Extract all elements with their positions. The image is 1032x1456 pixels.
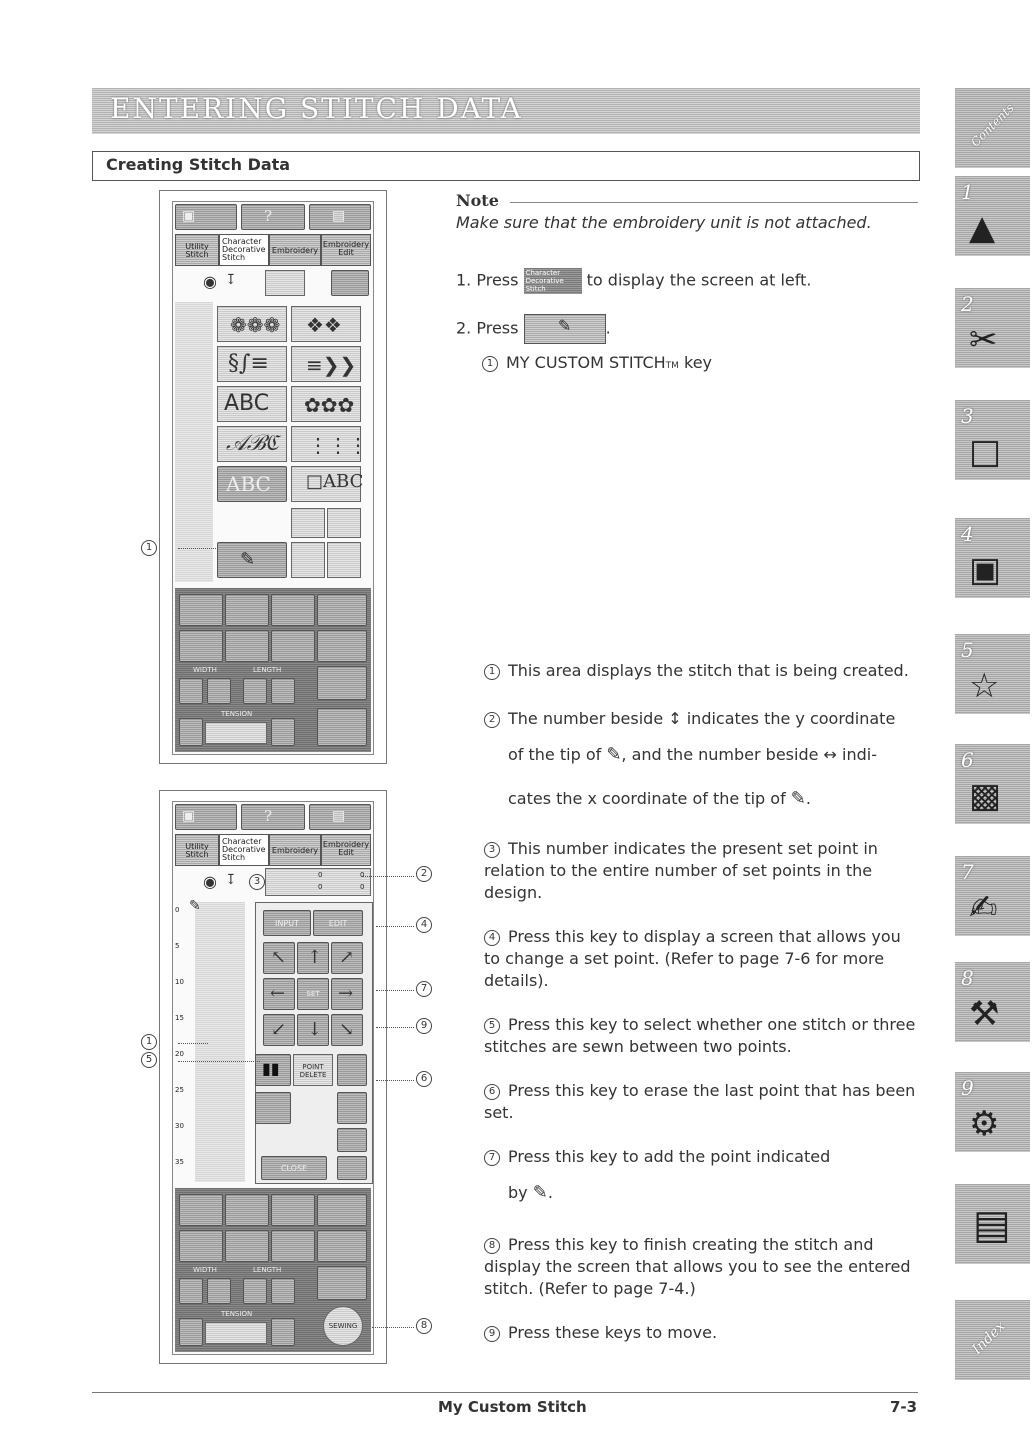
desc-4-text: Press this key to display a screen that allows you to change a set point. (Refer to page 7-6 for more details). (484, 927, 901, 990)
input-key[interactable]: INPUT (263, 910, 311, 936)
desc-5-num: 5 (484, 1018, 500, 1034)
set-key[interactable]: SET (297, 978, 329, 1010)
satin-stitch-icon: §∫≡ (228, 351, 269, 376)
length-plus-key[interactable] (271, 678, 295, 704)
desc-8-text: Press this key to finish creating the stitch and display the screen that allows you to see the entered stitch. (Refer to page 7-4.) (484, 1235, 911, 1298)
chapter-tab-9[interactable] (955, 1072, 1030, 1152)
floral-stitch-icon: ❁❁❁ (230, 313, 281, 337)
decorative-stitch-icon: ❖❖ (306, 313, 342, 337)
machine-tools-icon: ⚒ (969, 994, 1000, 1034)
desc-1 (484, 660, 920, 682)
side-key-1[interactable] (317, 666, 367, 700)
tension2-plus-key[interactable] (271, 1318, 295, 1346)
mini-key-1[interactable] (291, 508, 325, 538)
tab-embroidery-edit-2[interactable]: Embroidery Edit (321, 834, 371, 866)
needle-icon-2: ↧ (225, 872, 237, 888)
chapter-tab-7[interactable] (955, 856, 1030, 936)
arrow-right-icon: → (338, 983, 354, 1004)
abc-gothic-label: ABC (224, 391, 270, 416)
stitch-key-abc-outline[interactable] (217, 466, 287, 502)
stitch-key-3[interactable] (217, 346, 287, 382)
machine-care-icon: ⚙ (969, 1104, 1000, 1144)
stitch-key-7[interactable] (291, 542, 325, 578)
desc-5-text: Press this key to select whether one stitch or three stitches are sewn between two points. (484, 1015, 916, 1056)
desc-2-line3b: . (805, 789, 811, 808)
control-key-8[interactable] (317, 630, 367, 662)
bobbin-icon-2: ◉ (203, 872, 217, 891)
tab-character-decorative[interactable]: Character Decorative Stitch (219, 234, 269, 266)
y-coord-value-a: 0 (318, 871, 323, 879)
desc-6-text: Press this key to erase the last point that has been set. (484, 1081, 916, 1122)
screen-2-inner (172, 801, 374, 1355)
width-label-2: WIDTH (193, 1266, 217, 1274)
arrow-down-right-icon: ↘ (339, 1019, 355, 1040)
tension-plus-key[interactable] (271, 718, 295, 746)
length2-minus-key[interactable] (243, 1278, 267, 1304)
step-2-callout (482, 352, 712, 377)
desc-4-num: 4 (484, 930, 500, 946)
tension-label-2: TENSION (221, 1310, 253, 1318)
desc-2-line1: The number beside ↕ indicates the y coordinate (508, 709, 896, 728)
s2-line-6 (376, 1080, 414, 1081)
desc-7-text2: by (508, 1183, 528, 1202)
side-key-a[interactable] (337, 1054, 367, 1086)
chapter-tab-5[interactable] (955, 634, 1030, 714)
side-key-e[interactable] (337, 1156, 367, 1180)
close-key[interactable]: CLOSE (261, 1156, 327, 1180)
stitch-key-4[interactable] (291, 346, 361, 382)
control-key-3[interactable] (271, 594, 315, 626)
pen-icon-a: ✎ (606, 744, 622, 765)
tab-character-decorative-2[interactable]: Character Decorative Stitch (219, 834, 269, 866)
note-label: Note (456, 191, 499, 210)
desc-7-text: Press this key to add the point indicated (508, 1147, 831, 1166)
tab-utility-stitch-2[interactable]: Utility Stitch (175, 834, 219, 866)
s2-line-2 (362, 876, 414, 877)
arrow-up-right-icon: ↗ (339, 947, 355, 968)
chapter-tab-4[interactable] (955, 518, 1030, 598)
move-up-left-key[interactable] (263, 942, 295, 974)
move-down-key[interactable] (297, 1014, 329, 1046)
s2-callout-8: 8 (416, 1318, 432, 1334)
move-up-right-key[interactable] (331, 942, 363, 974)
footer-title: My Custom Stitch (438, 1398, 587, 1416)
screen-2 (159, 790, 387, 1364)
desc-2b (508, 744, 928, 766)
control2-key-2[interactable] (225, 1194, 269, 1226)
ruler-label-0: 0 (175, 906, 180, 914)
my-custom-stitch-inline-key[interactable] (524, 314, 606, 344)
bobbin-icon: ◉ (203, 272, 217, 291)
step-1-before: Press (476, 270, 519, 290)
custom-stitch-icon: ✎ (240, 549, 256, 570)
move-down-left-key[interactable] (263, 1014, 295, 1046)
step-1-after: to display the screen at left. (586, 270, 812, 290)
s2-line-1 (178, 1043, 208, 1044)
x-coord-value-a: 0 (360, 871, 365, 879)
abc-shirt-icon: ▣ (969, 550, 1002, 590)
s2-line-7 (376, 990, 414, 991)
note-text: Make sure that the embroidery unit is not attached. (456, 213, 872, 232)
move-up-key[interactable] (297, 942, 329, 974)
width2-minus-key[interactable] (179, 1278, 203, 1304)
stitch-creation-area[interactable] (195, 902, 245, 1182)
chapter-num-5: 5 (961, 638, 974, 662)
control-key-6[interactable] (225, 630, 269, 662)
side-key-c[interactable] (337, 1092, 367, 1124)
desc-1-num: 1 (484, 664, 500, 680)
edit-key[interactable]: EDIT (313, 910, 363, 936)
chapter-num-6: 6 (961, 748, 974, 772)
s2-callout-4: 4 (416, 917, 432, 933)
help-icon-2: ? (264, 807, 273, 825)
ruler-label-25: 25 (175, 1086, 184, 1094)
chapter-num-8: 8 (961, 966, 974, 990)
chapter-num-7: 7 (961, 860, 974, 884)
desc-2-num: 2 (484, 712, 500, 728)
s2-line-8 (372, 1327, 414, 1328)
tension-minus-key[interactable] (179, 718, 203, 746)
desc-9-num: 9 (484, 1326, 500, 1342)
tension-label: TENSION (221, 710, 253, 718)
desc-8 (484, 1234, 920, 1300)
desc-5 (484, 1014, 920, 1058)
step2-callout-suffix: key (678, 353, 713, 372)
desc-2-line3: cates the x coordinate of the tip of (508, 789, 786, 808)
s2-callout-2: 2 (416, 866, 432, 882)
home-icon: ▣ (182, 208, 196, 224)
side2-key-1[interactable] (317, 1266, 367, 1300)
home-icon-2: ▣ (182, 808, 196, 824)
s2-line-4 (376, 926, 414, 927)
screen2-callout-3: 3 (249, 874, 265, 890)
stitch-key-script[interactable] (217, 426, 287, 462)
move-down-right-key[interactable] (331, 1014, 363, 1046)
control2-key-8[interactable] (317, 1230, 367, 1262)
memory-key[interactable] (265, 270, 305, 296)
screen-1 (159, 190, 387, 764)
chapter-num-3: 3 (961, 404, 974, 428)
tab-embroidery-2[interactable]: Embroidery (269, 834, 321, 866)
desc-8-num: 8 (484, 1238, 500, 1254)
chapter-label-index: Index (969, 1318, 1009, 1358)
ruler-label-15: 15 (175, 1014, 184, 1022)
home-key-2[interactable] (175, 804, 237, 830)
side-key-2[interactable] (317, 708, 367, 746)
stitch-preview-area (175, 302, 213, 582)
width-label: WIDTH (193, 666, 217, 674)
tension2-minus-key[interactable] (179, 1318, 203, 1346)
side-key-b[interactable] (255, 1092, 291, 1124)
shirt-icon: □ (969, 432, 1002, 472)
desc-9-text: Press these keys to move. (508, 1323, 718, 1342)
screen1-callout-1: 1 (141, 540, 157, 556)
step-2-after: . (605, 318, 611, 338)
chapter-label-contents: Contents (968, 100, 1017, 150)
desc-6 (484, 1080, 920, 1124)
note-rule (510, 202, 918, 203)
footer-rule (92, 1392, 918, 1393)
chapter-tab-contents[interactable] (955, 88, 1030, 168)
settings-key[interactable] (309, 204, 371, 230)
pen-pointer-icon: ✎ (189, 898, 201, 914)
chapter-tab-2[interactable] (955, 288, 1030, 368)
tension-scale-2 (205, 1322, 267, 1344)
stitch-key-6[interactable] (291, 426, 368, 462)
desc-2-line2: of the tip of (508, 745, 602, 764)
control2-key-6[interactable] (225, 1230, 269, 1262)
step-2-num: 2. (456, 318, 472, 338)
coordinate-display (265, 868, 371, 896)
desc-9 (484, 1322, 920, 1344)
abc-outline-label: ABC (226, 472, 271, 496)
control-key-2[interactable] (225, 594, 269, 626)
mini-key-2[interactable] (327, 508, 361, 538)
s2-line-5 (178, 1061, 260, 1062)
stitch-count-key[interactable] (255, 1054, 291, 1086)
desc-7-num: 7 (484, 1150, 500, 1166)
tension-scale (205, 722, 267, 744)
pen-icon-b: ✎ (790, 788, 806, 809)
settings-key-2[interactable] (309, 804, 371, 830)
chapter-num-2: 2 (961, 292, 974, 316)
desc-4 (484, 926, 920, 992)
control2-key-4[interactable] (317, 1194, 367, 1226)
step-2-before: Press (476, 318, 519, 338)
needle-icon: ↧ (225, 272, 237, 288)
embroidered-shirt-icon: ▩ (969, 776, 1002, 816)
desc-3-text: This number indicates the present set point in relation to the entire number of set points in the design. (484, 839, 878, 902)
arrow-up-left-icon: ↖ (271, 947, 287, 968)
chapter-tab-8[interactable] (955, 962, 1030, 1042)
y-coord-value-b: 0 (318, 883, 323, 891)
tab-embroidery-edit[interactable]: Embroidery Edit (321, 234, 371, 266)
length-label-2: LENGTH (253, 1266, 282, 1274)
width-plus-key[interactable] (207, 678, 231, 704)
s2-callout-5: 5 (141, 1052, 157, 1068)
stitch-key-1[interactable] (217, 306, 287, 342)
desc-3-num: 3 (484, 842, 500, 858)
thread-scissors-icon: ✂ (969, 320, 998, 360)
step-1 (456, 268, 811, 294)
chapter-num-1: 1 (961, 180, 974, 204)
step-1-num: 1. (456, 270, 472, 290)
desc-7-text2b: . (547, 1183, 553, 1202)
vertical-stitch-icon: ⋮⋮⋮ (308, 433, 368, 457)
s2-callout-1: 1 (141, 1034, 157, 1050)
move-right-key[interactable] (331, 978, 363, 1010)
blank-key[interactable] (331, 270, 369, 296)
desc-2 (484, 708, 920, 730)
chapter-tab-index[interactable] (955, 1300, 1030, 1380)
move-left-key[interactable] (263, 978, 295, 1010)
s2-callout-7: 7 (416, 981, 432, 997)
x-coord-value-b: 0 (360, 883, 365, 891)
custom-stitch-key-icon: ✎ (557, 316, 572, 335)
stitch-key-abc-shirt[interactable] (291, 466, 364, 502)
section-title: Creating Stitch Data (106, 155, 291, 174)
stitch-key-abc-1[interactable] (217, 386, 287, 422)
screen-1-inner (172, 201, 374, 755)
custom-shirt-icon: ✍ (969, 888, 998, 928)
length-minus-key[interactable] (243, 678, 267, 704)
chapter-num-4: 4 (961, 522, 974, 546)
ruler-label-20: 20 (175, 1050, 184, 1058)
banner-title: ENTERING STITCH DATA (110, 92, 523, 125)
settings-icon-2: ▤ (332, 808, 346, 824)
control2-key-5[interactable] (179, 1230, 223, 1262)
pages-icon: ▤ (973, 1202, 1011, 1248)
tab-embroidery[interactable]: Embroidery (269, 234, 321, 266)
desc-3 (484, 838, 920, 904)
character-decorative-key[interactable]: Character Decorative Stitch (524, 268, 582, 294)
control2-key-3[interactable] (271, 1194, 315, 1226)
s2-line-9 (376, 1027, 414, 1028)
tab-utility-stitch[interactable]: Utility Stitch (175, 234, 219, 266)
length2-plus-key[interactable] (271, 1278, 295, 1304)
control2-key-1[interactable] (179, 1194, 223, 1226)
stitch-key-8[interactable] (327, 542, 361, 578)
sewing-key[interactable]: SEWING (323, 1306, 363, 1346)
stitch-key-5[interactable] (291, 386, 361, 422)
chapter-num-9: 9 (961, 1076, 974, 1100)
step-2 (456, 314, 611, 344)
sewing-machine-icon: ▲ (969, 208, 996, 248)
step2-callout-text: MY CUSTOM STITCH (506, 353, 666, 372)
width2-plus-key[interactable] (207, 1278, 231, 1304)
cross-stitch-icon: ≡❯❯ (306, 353, 357, 377)
embroidery-frame-icon: ☆ (969, 666, 1000, 706)
script-abc-icon: 𝒜ℬℭ (226, 431, 279, 456)
ruler (175, 902, 195, 1182)
desc-2c (508, 788, 928, 810)
control-key-5[interactable] (179, 630, 223, 662)
step2-callout-tm: TM (665, 361, 679, 371)
desc-2-line2b: , and the number beside ↔ indi- (621, 745, 877, 764)
stitch-key-2[interactable] (291, 306, 361, 342)
help-key[interactable] (241, 204, 305, 230)
help-icon: ? (264, 207, 273, 225)
chapter-tab-6[interactable] (955, 744, 1030, 824)
my-custom-stitch-key[interactable] (217, 542, 287, 578)
arrow-down-icon: ↓ (307, 1019, 323, 1040)
arrow-left-icon: ← (270, 983, 286, 1004)
arrow-down-left-icon: ↙ (271, 1019, 287, 1040)
s2-callout-6: 6 (416, 1071, 432, 1087)
width-minus-key[interactable] (179, 678, 203, 704)
triple-stitch-icon: ▮▮ (262, 1059, 280, 1078)
length-label: LENGTH (253, 666, 282, 674)
page-number: 7-3 (890, 1398, 918, 1416)
border-stitch-icon: ✿✿✿ (304, 393, 355, 417)
desc-6-num: 6 (484, 1084, 500, 1100)
s2-callout-9: 9 (416, 1018, 432, 1034)
desc-7b (508, 1182, 553, 1204)
chapter-tab-pages[interactable] (955, 1184, 1030, 1264)
side-key-d[interactable] (337, 1128, 367, 1152)
control2-key-7[interactable] (271, 1230, 315, 1262)
ruler-label-30: 30 (175, 1122, 184, 1130)
help-key-2[interactable] (241, 804, 305, 830)
arrow-up-icon: ↑ (307, 947, 323, 968)
control-key-4[interactable] (317, 594, 367, 626)
ruler-label-10: 10 (175, 978, 184, 986)
control-key-1[interactable] (179, 594, 223, 626)
step2-callout-num: 1 (482, 356, 498, 372)
chapter-tab-3[interactable] (955, 400, 1030, 480)
settings-icon: ▤ (332, 208, 346, 224)
abc-shirt-icon: □ABC (306, 471, 364, 492)
desc-7 (484, 1146, 920, 1168)
point-delete-key[interactable]: POINT DELETE (293, 1054, 333, 1086)
screen1-callout-line-1 (178, 548, 218, 549)
ruler-label-35: 35 (175, 1158, 184, 1166)
ruler-label-5: 5 (175, 942, 180, 950)
desc-1-text: This area displays the stitch that is being created. (508, 661, 909, 680)
home-key[interactable] (175, 204, 237, 230)
pen-icon-c: ✎ (532, 1182, 548, 1203)
control-key-7[interactable] (271, 630, 315, 662)
chapter-tab-1[interactable] (955, 176, 1030, 256)
